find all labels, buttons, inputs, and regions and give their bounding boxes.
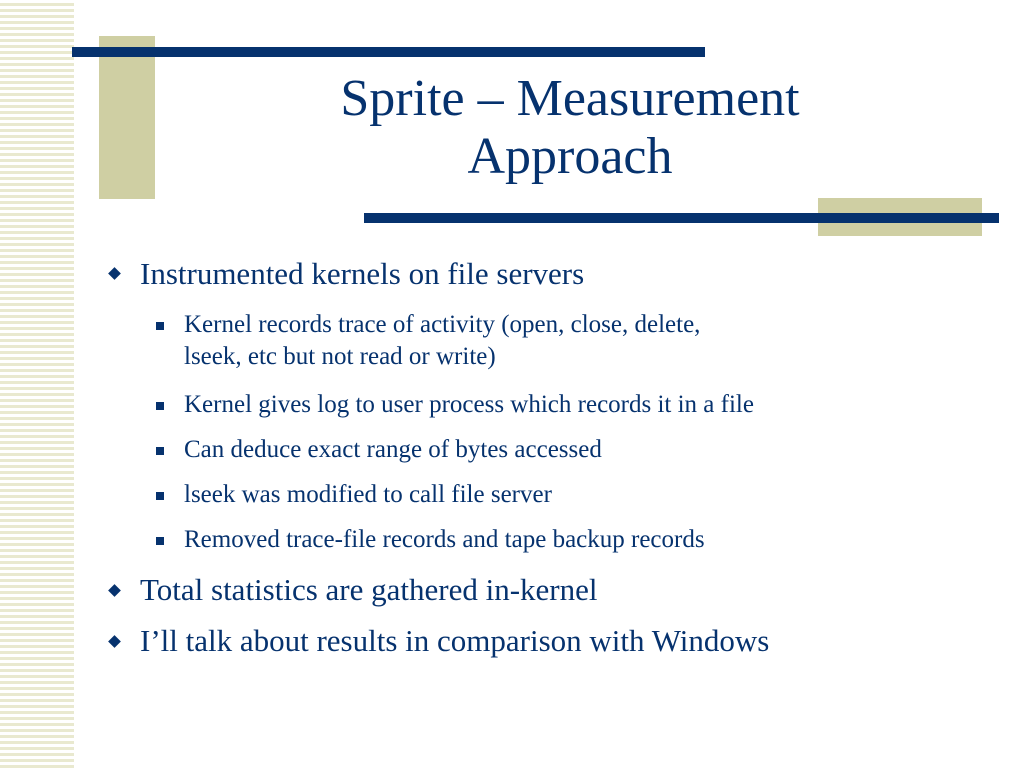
sub-bullet-item: lseek was modified to call file server [184,481,552,508]
square-bullet-icon [156,492,164,500]
left-stripe-bar [0,0,74,768]
bullet-item: Instrumented kernels on file servers [140,256,585,291]
sub-bullet-item-continuation: lseek, etc but not read or write) [184,343,496,370]
slide-title [180,70,960,186]
slide-title-line-1: Sprite – Measurement [340,70,800,127]
sub-bullet-item: Kernel records trace of activity (open, close, delete, [184,311,701,338]
title-rule-top [72,47,705,57]
bullet-item: I’ll talk about results in comparison with Windows [140,623,770,658]
slide-title-line-2: Approach [467,128,673,185]
title-rule-bottom [364,213,999,223]
square-bullet-icon [156,322,164,330]
bullet-item: Total statistics are gathered in-kernel [140,572,598,607]
title-accent-block-top [99,36,155,199]
diamond-bullet-icon [108,267,121,280]
diamond-bullet-icon [108,584,121,597]
diamond-bullet-icon [108,635,121,648]
sub-bullet-item: Can deduce exact range of bytes accessed [184,436,602,463]
square-bullet-icon [156,402,164,410]
square-bullet-icon [156,447,164,455]
sub-bullet-item: Kernel gives log to user process which records it in a file [184,391,754,418]
sub-bullet-item: Removed trace-file records and tape backup records [184,526,705,553]
square-bullet-icon [156,537,164,545]
